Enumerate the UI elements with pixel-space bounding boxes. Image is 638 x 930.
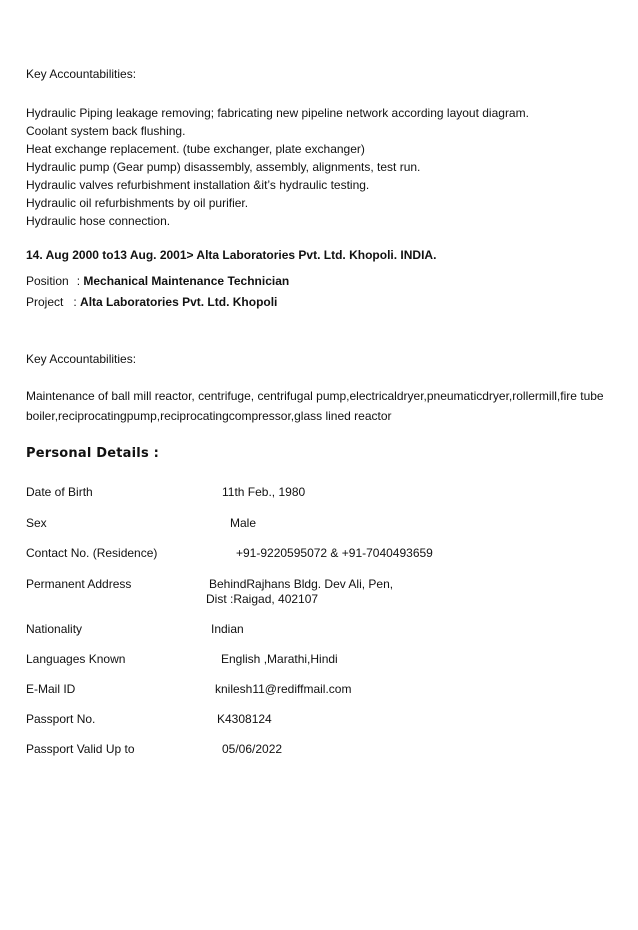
accountability-item: Coolant system back flushing.	[26, 124, 186, 138]
position-row	[26, 273, 289, 289]
detail-value-sex: Male	[230, 516, 257, 530]
position-label: Position	[26, 274, 69, 288]
detail-value-email: knilesh11@rediffmail.com	[215, 682, 352, 696]
accountability-item: Heat exchange replacement. (tube exchanger, plate exchanger)	[26, 142, 365, 156]
accountability-item: Hydraulic valves refurbishment installation &it’s hydraulic testing.	[26, 178, 370, 192]
project-value: Alta Laboratories Pvt. Ltd. Khopoli	[80, 295, 278, 309]
accountability-item: Hydraulic oil refurbishments by oil purifier.	[26, 196, 249, 210]
accountability-paragraph: Maintenance of ball mill reactor, centrifuge, centrifugal pump,electricaldryer,pneumaticdryer,rollermill,fire tube boiler,reciprocatingpump,reciprocatingcompressor,glass lined reactor	[26, 389, 604, 423]
accountability-item: Hydraulic pump (Gear pump) disassembly, assembly, alignments, test run.	[26, 160, 421, 174]
accountability-item: Hydraulic Piping leakage removing; fabricating new pipeline network according layout diagram.	[26, 106, 529, 120]
accountability-item: Hydraulic hose connection.	[26, 214, 171, 228]
detail-value-nationality: Indian	[211, 622, 244, 636]
detail-value-passport-no: K4308124	[217, 712, 272, 726]
position-value: Mechanical Maintenance Technician	[83, 274, 290, 288]
detail-label-passport-no: Passport No.	[26, 712, 96, 726]
personal-details-heading: Personal Details :	[26, 446, 160, 461]
detail-label-languages: Languages Known	[26, 652, 126, 666]
detail-value-passport-valid: 05/06/2022	[222, 742, 283, 756]
detail-value-languages: English ,Marathi,Hindi	[221, 652, 338, 666]
detail-label-contact: Contact No. (Residence)	[26, 546, 158, 560]
detail-label-sex: Sex	[26, 516, 47, 530]
job-period-heading: 14. Aug 2000 to13 Aug. 2001> Alta Laboratories Pvt. Ltd. Khopoli. INDIA.	[26, 248, 437, 262]
project-separator: :	[73, 295, 77, 309]
detail-value-dob: 11th Feb., 1980	[222, 485, 306, 499]
detail-label-email: E-Mail ID	[26, 682, 76, 696]
project-label: Project	[26, 295, 64, 309]
key-accountabilities-label: Key Accountabilities:	[26, 67, 137, 81]
detail-label-dob: Date of Birth	[26, 485, 93, 499]
key-accountabilities-label: Key Accountabilities:	[26, 352, 137, 366]
detail-label-nationality: Nationality	[26, 622, 83, 636]
detail-label-address: Permanent Address	[26, 577, 132, 591]
project-row	[26, 294, 277, 310]
position-separator: :	[76, 274, 81, 288]
detail-value-address-line2: Dist :Raigad, 402107	[206, 592, 319, 606]
detail-value-contact: +91-9220595072 & +91-7040493659	[236, 546, 433, 560]
detail-value-address-line1: BehindRajhans Bldg. Dev Ali, Pen,	[209, 577, 394, 591]
detail-label-passport-valid: Passport Valid Up to	[26, 742, 135, 756]
